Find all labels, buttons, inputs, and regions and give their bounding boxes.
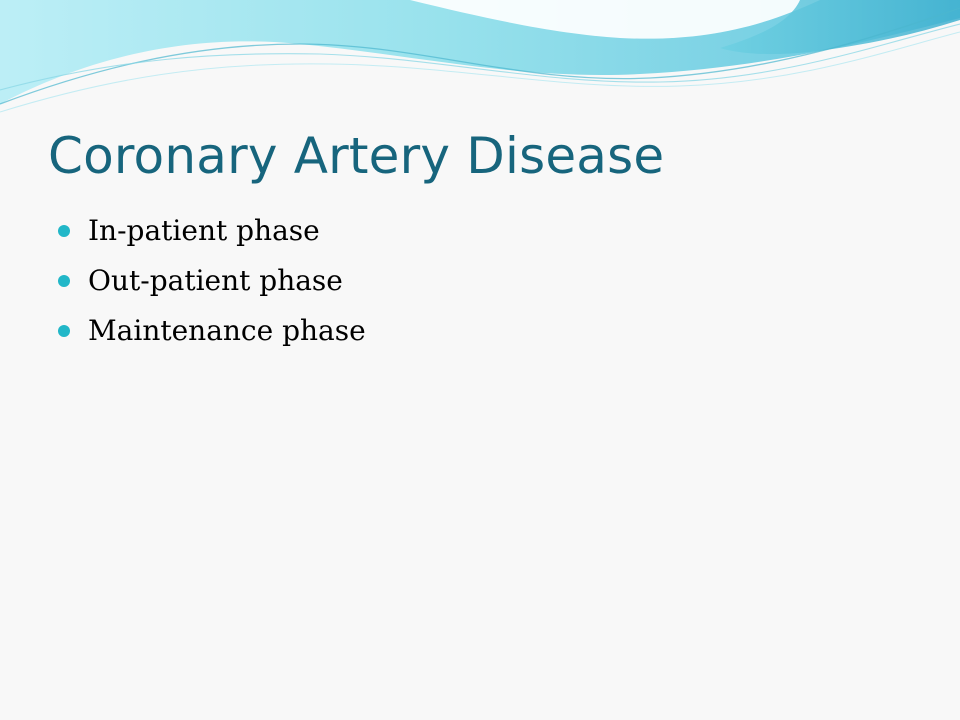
bullet-text: Maintenance phase <box>88 314 366 347</box>
bullet-item-maintenance <box>58 306 366 356</box>
bullet-item-outpatient <box>58 256 366 306</box>
bullet-dot-icon <box>58 325 70 337</box>
bullet-dot-icon <box>58 225 70 237</box>
slide-title: Coronary Artery Disease <box>48 127 665 185</box>
bullet-text: In-patient phase <box>88 214 320 247</box>
bullet-dot-icon <box>58 275 70 287</box>
header-wave-decoration <box>0 0 960 120</box>
bullet-text: Out-patient phase <box>88 264 343 297</box>
bullet-item-inpatient <box>58 206 366 256</box>
bullet-list <box>58 206 366 356</box>
